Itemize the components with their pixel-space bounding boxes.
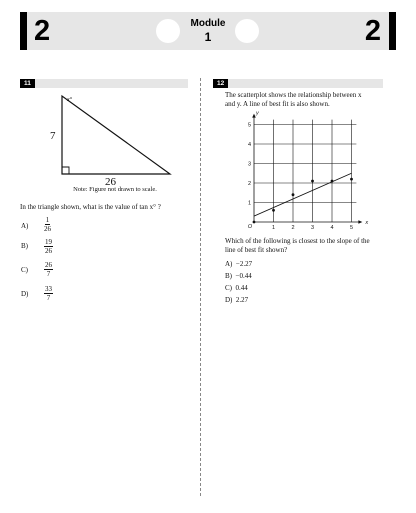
q12-choice-c-text: 0.44 <box>235 284 248 292</box>
data-point <box>331 180 334 183</box>
x-tick-label: 5 <box>349 225 354 231</box>
choice-a-numerator: 1 <box>45 216 50 224</box>
q12-choice-a-letter: A) <box>225 260 233 268</box>
q12-choice-b[interactable] <box>225 272 252 281</box>
data-point <box>350 178 353 181</box>
x-axis-arrow <box>358 220 362 224</box>
header-left-bar <box>20 12 27 50</box>
choice-d-letter[interactable]: D) <box>21 290 29 298</box>
choice-d-numerator: 33 <box>45 285 52 293</box>
choice-b-letter[interactable]: B) <box>21 242 28 250</box>
question-12-text-line2: and y. A line of best fit is also shown. <box>225 100 330 108</box>
module-label: Module <box>190 18 226 29</box>
right-angle-marker <box>62 167 69 174</box>
q12-choice-d[interactable] <box>225 296 248 305</box>
question-11-number: 11 <box>20 79 35 88</box>
data-point <box>311 180 314 183</box>
module-number: 1 <box>204 30 212 44</box>
y-tick-label: 3 <box>247 161 251 168</box>
data-point <box>272 209 275 212</box>
choice-c-denominator: 7 <box>46 270 51 278</box>
y-axis-label: y <box>256 110 259 117</box>
x-tick-label: 3 <box>310 225 315 231</box>
data-point <box>253 221 256 224</box>
module-header <box>20 12 396 50</box>
best-fit-line <box>254 173 352 216</box>
choice-c-numerator: 26 <box>45 261 52 269</box>
section-number-right: 2 <box>364 15 381 47</box>
choice-a-fraction[interactable] <box>44 216 51 233</box>
question-12-text-line1: The scatterplot shows the relationship between x <box>225 91 362 99</box>
question-12-prompt-line2: line of best fit shown? <box>225 246 288 254</box>
horizontal-side-label: 26 <box>105 176 116 188</box>
q12-choice-b-text: −0.44 <box>235 272 252 280</box>
origin-label: O <box>247 224 253 230</box>
question-11-text: In the triangle shown, what is the value of tan x° ? <box>20 203 161 211</box>
choice-b-denominator: 26 <box>45 247 52 255</box>
question-12-number: 12 <box>213 79 228 88</box>
question-12-prompt-line1: Which of the following is closest to the slope of the <box>225 237 370 245</box>
scatterplot <box>240 110 369 232</box>
vertical-side-label: 7 <box>50 130 56 142</box>
y-tick-label: 4 <box>247 142 251 148</box>
choice-a-denominator: 26 <box>44 225 51 233</box>
q12-choice-d-letter: D) <box>225 296 233 304</box>
section-number-left: 2 <box>34 15 51 47</box>
choice-c-letter[interactable]: C) <box>21 266 28 274</box>
choice-b-numerator: 19 <box>45 238 52 246</box>
figure-note: Note: Figure not drawn to scale. <box>73 186 157 193</box>
x-tick-label: 2 <box>291 225 295 231</box>
y-tick-label: 2 <box>247 181 251 187</box>
q12-choice-d-text: 2.27 <box>235 296 249 304</box>
triangle-shape <box>62 96 170 174</box>
q12-choice-c-letter: C) <box>225 284 232 292</box>
q12-choice-a-text: −2.27 <box>235 260 253 268</box>
angle-x-label: x° <box>67 97 73 103</box>
choice-c-fraction[interactable] <box>44 261 53 278</box>
x-axis-label: x <box>365 220 369 226</box>
choice-d-fraction[interactable] <box>44 285 53 302</box>
header-right-bar <box>389 12 396 50</box>
question-12-bar <box>213 79 383 88</box>
q12-choice-a[interactable] <box>225 260 252 269</box>
question-11-bar <box>20 79 188 88</box>
q12-choice-c[interactable] <box>225 284 248 293</box>
choice-b-fraction[interactable] <box>44 238 53 255</box>
column-divider <box>200 78 201 496</box>
q12-choice-b-letter: B) <box>225 272 232 280</box>
y-tick-label: 1 <box>247 200 251 207</box>
x-tick-label: 1 <box>271 225 276 231</box>
choice-a-letter[interactable]: A) <box>21 222 29 230</box>
x-tick-label: 4 <box>330 225 334 231</box>
y-tick-label: 5 <box>247 122 251 129</box>
data-point <box>292 193 295 196</box>
choice-d-denominator: 7 <box>46 294 51 302</box>
